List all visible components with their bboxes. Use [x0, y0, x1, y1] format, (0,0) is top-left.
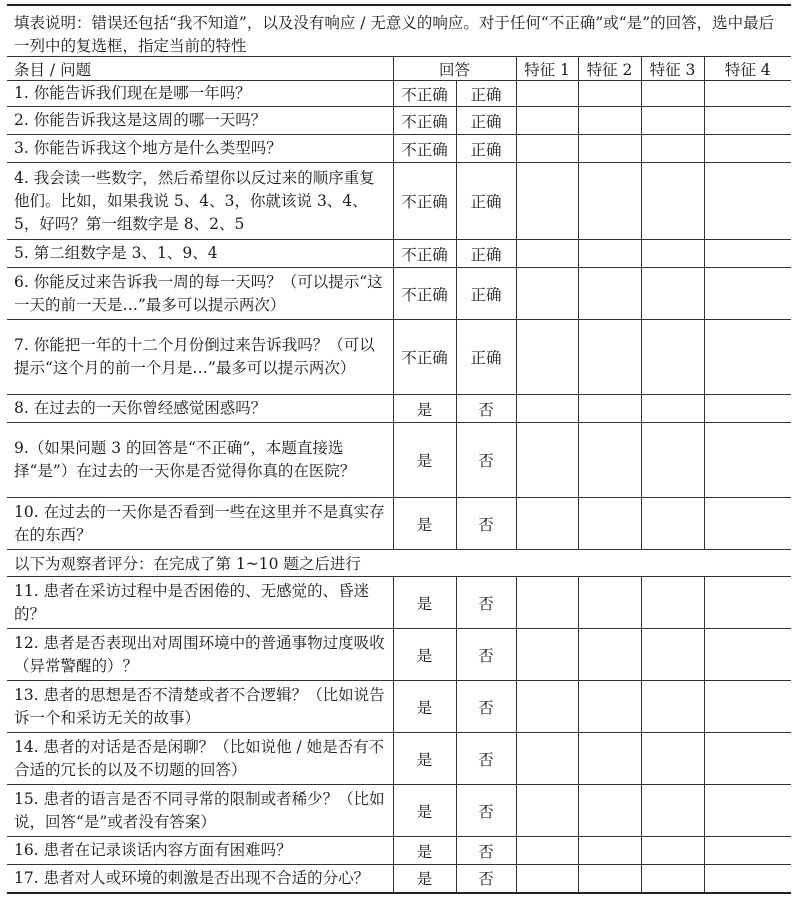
answer-yes[interactable]: 是	[393, 733, 456, 785]
feature-4-checkbox[interactable]	[704, 681, 791, 733]
feature-2-checkbox[interactable]	[578, 395, 641, 423]
feature-2-checkbox[interactable]	[578, 268, 641, 320]
feature-2-checkbox[interactable]	[578, 865, 641, 893]
feature-2-checkbox[interactable]	[578, 577, 641, 629]
feature-3-checkbox[interactable]	[641, 785, 704, 837]
answer-yes[interactable]: 是	[393, 785, 456, 837]
instructions-text: 填表说明：错误还包括“我不知道”，以及没有响应 / 无意义的响应。对于任何“不正确”或“是”的回答，选中最后一列中的复选框，指定当前的特性	[14, 14, 775, 55]
answer-correct[interactable]: 正确	[456, 135, 516, 163]
question-text: 1. 你能告诉我们现在是哪一年吗？	[7, 81, 393, 107]
table-row	[7, 498, 791, 550]
feature-3-checkbox[interactable]	[641, 107, 704, 135]
feature-2-checkbox[interactable]	[578, 320, 641, 395]
feature-1-checkbox[interactable]	[516, 423, 578, 498]
feature-2-checkbox[interactable]	[578, 240, 641, 268]
answer-correct[interactable]: 正确	[456, 240, 516, 268]
answer-yes[interactable]: 是	[393, 865, 456, 893]
table-row	[7, 423, 791, 498]
header-feature-4: 特征 4	[704, 57, 791, 81]
question-text: 7. 你能把一年的十二个月份倒过来告诉我吗？（可以提示“这个月的前一个月是…”最多可以提示两次）	[7, 320, 393, 395]
feature-4-checkbox[interactable]	[704, 163, 791, 240]
question-text: 14. 患者的对话是否是闲聊？（比如说他 / 她是否有不合适的冗长的以及不切题的回答）	[7, 733, 393, 785]
feature-4-checkbox[interactable]	[704, 135, 791, 163]
feature-4-checkbox[interactable]	[704, 395, 791, 423]
feature-1-checkbox[interactable]	[516, 163, 578, 240]
feature-3-checkbox[interactable]	[641, 629, 704, 681]
answer-incorrect[interactable]: 不正确	[393, 163, 456, 240]
question-text: 9.（如果问题 3 的回答是“不正确”，本题直接选择“是”）在过去的一天你是否觉得你真的在医院？	[7, 423, 393, 498]
table-row	[7, 163, 791, 240]
assessment-table	[7, 56, 791, 894]
header-feature-1: 特征 1	[516, 57, 578, 81]
feature-3-checkbox[interactable]	[641, 733, 704, 785]
feature-4-checkbox[interactable]	[704, 865, 791, 893]
feature-2-checkbox[interactable]	[578, 135, 641, 163]
header-feature-2: 特征 2	[578, 57, 641, 81]
feature-3-checkbox[interactable]	[641, 865, 704, 893]
feature-1-checkbox[interactable]	[516, 135, 578, 163]
feature-3-checkbox[interactable]	[641, 395, 704, 423]
question-text: 16. 患者在记录谈话内容方面有困难吗？	[7, 837, 393, 865]
table-row	[7, 107, 791, 135]
feature-3-checkbox[interactable]	[641, 577, 704, 629]
feature-2-checkbox[interactable]	[578, 837, 641, 865]
answer-yes[interactable]: 是	[393, 681, 456, 733]
answer-incorrect[interactable]: 不正确	[393, 107, 456, 135]
question-text: 8. 在过去的一天你曾经感觉困惑吗？	[7, 395, 393, 423]
feature-3-checkbox[interactable]	[641, 423, 704, 498]
feature-2-checkbox[interactable]	[578, 733, 641, 785]
answer-yes[interactable]: 是	[393, 498, 456, 550]
feature-2-checkbox[interactable]	[578, 107, 641, 135]
header-answer: 回答	[393, 57, 516, 81]
feature-4-checkbox[interactable]	[704, 423, 791, 498]
table-row	[7, 785, 791, 837]
question-text: 17. 患者对人或环境的刺激是否出现不合适的分心？	[7, 865, 393, 893]
answer-no[interactable]: 否	[456, 423, 516, 498]
answer-no[interactable]: 否	[456, 865, 516, 893]
answer-no[interactable]: 否	[456, 837, 516, 865]
answer-correct[interactable]: 正确	[456, 107, 516, 135]
answer-correct[interactable]: 正确	[456, 81, 516, 107]
table-row	[7, 865, 791, 893]
table-row	[7, 681, 791, 733]
feature-4-checkbox[interactable]	[704, 107, 791, 135]
section-row	[7, 550, 791, 577]
feature-3-checkbox[interactable]	[641, 81, 704, 107]
table-row	[7, 81, 791, 107]
feature-1-checkbox[interactable]	[516, 865, 578, 893]
answer-incorrect[interactable]: 不正确	[393, 320, 456, 395]
answer-no[interactable]: 否	[456, 785, 516, 837]
feature-2-checkbox[interactable]	[578, 163, 641, 240]
feature-4-checkbox[interactable]	[704, 498, 791, 550]
question-text: 10. 在过去的一天你是否看到一些在这里并不是真实存在的东西？	[7, 498, 393, 550]
question-text: 15. 患者的语言是否不同寻常的限制或者稀少？（比如说，回答“是”或者没有答案）	[7, 785, 393, 837]
feature-4-checkbox[interactable]	[704, 785, 791, 837]
feature-3-checkbox[interactable]	[641, 240, 704, 268]
feature-3-checkbox[interactable]	[641, 681, 704, 733]
feature-4-checkbox[interactable]	[704, 81, 791, 107]
assessment-form	[7, 4, 791, 894]
feature-4-checkbox[interactable]	[704, 733, 791, 785]
feature-2-checkbox[interactable]	[578, 423, 641, 498]
feature-1-checkbox[interactable]	[516, 107, 578, 135]
feature-3-checkbox[interactable]	[641, 135, 704, 163]
feature-1-checkbox[interactable]	[516, 785, 578, 837]
feature-1-checkbox[interactable]	[516, 733, 578, 785]
feature-1-checkbox[interactable]	[516, 577, 578, 629]
question-text: 12. 患者是否表现出对周围环境中的普通事物过度吸收（异常警醒的）？	[7, 629, 393, 681]
answer-incorrect[interactable]: 不正确	[393, 135, 456, 163]
table-row	[7, 837, 791, 865]
feature-3-checkbox[interactable]	[641, 163, 704, 240]
feature-1-checkbox[interactable]	[516, 268, 578, 320]
question-text: 5. 第二组数字是 3、1、9、4	[7, 240, 393, 268]
answer-incorrect[interactable]: 不正确	[393, 81, 456, 107]
feature-4-checkbox[interactable]	[704, 577, 791, 629]
feature-2-checkbox[interactable]	[578, 681, 641, 733]
table-row	[7, 629, 791, 681]
answer-no[interactable]: 否	[456, 395, 516, 423]
feature-1-checkbox[interactable]	[516, 320, 578, 395]
feature-4-checkbox[interactable]	[704, 240, 791, 268]
question-text: 2. 你能告诉我这是这周的哪一天吗？	[7, 107, 393, 135]
feature-1-checkbox[interactable]	[516, 240, 578, 268]
question-text: 3. 你能告诉我这个地方是什么类型吗？	[7, 135, 393, 163]
header-feature-3: 特征 3	[641, 57, 704, 81]
feature-4-checkbox[interactable]	[704, 320, 791, 395]
feature-1-checkbox[interactable]	[516, 681, 578, 733]
answer-correct[interactable]: 正确	[456, 320, 516, 395]
feature-4-checkbox[interactable]	[704, 629, 791, 681]
feature-1-checkbox[interactable]	[516, 629, 578, 681]
answer-no[interactable]: 否	[456, 681, 516, 733]
answer-no[interactable]: 否	[456, 577, 516, 629]
table-row	[7, 240, 791, 268]
question-text: 13. 患者的思想是否不清楚或者不合逻辑？（比如说告诉一个和采访无关的故事）	[7, 681, 393, 733]
answer-correct[interactable]: 正确	[456, 163, 516, 240]
answer-incorrect[interactable]: 不正确	[393, 240, 456, 268]
answer-no[interactable]: 否	[456, 498, 516, 550]
feature-2-checkbox[interactable]	[578, 81, 641, 107]
feature-1-checkbox[interactable]	[516, 81, 578, 107]
feature-4-checkbox[interactable]	[704, 837, 791, 865]
answer-yes[interactable]: 是	[393, 577, 456, 629]
feature-3-checkbox[interactable]	[641, 837, 704, 865]
feature-1-checkbox[interactable]	[516, 498, 578, 550]
table-row	[7, 135, 791, 163]
header-item: 条目 / 问题	[7, 57, 393, 81]
table-row	[7, 577, 791, 629]
feature-3-checkbox[interactable]	[641, 320, 704, 395]
answer-yes[interactable]: 是	[393, 837, 456, 865]
feature-2-checkbox[interactable]	[578, 629, 641, 681]
feature-3-checkbox[interactable]	[641, 498, 704, 550]
table-row	[7, 320, 791, 395]
answer-yes[interactable]: 是	[393, 423, 456, 498]
feature-3-checkbox[interactable]	[641, 268, 704, 320]
answer-incorrect[interactable]: 不正确	[393, 268, 456, 320]
feature-1-checkbox[interactable]	[516, 837, 578, 865]
table-header-row	[7, 57, 791, 81]
table-row	[7, 733, 791, 785]
table-row	[7, 268, 791, 320]
question-text: 11. 患者在采访过程中是否困倦的、无感觉的、昏迷的？	[7, 577, 393, 629]
answer-correct[interactable]: 正确	[456, 268, 516, 320]
table-row	[7, 395, 791, 423]
answer-yes[interactable]: 是	[393, 629, 456, 681]
feature-4-checkbox[interactable]	[704, 268, 791, 320]
feature-2-checkbox[interactable]	[578, 785, 641, 837]
answer-yes[interactable]: 是	[393, 395, 456, 423]
answer-no[interactable]: 否	[456, 733, 516, 785]
answer-no[interactable]: 否	[456, 629, 516, 681]
observer-section-heading: 以下为观察者评分：在完成了第 1~10 题之后进行	[7, 550, 791, 577]
feature-2-checkbox[interactable]	[578, 498, 641, 550]
feature-1-checkbox[interactable]	[516, 395, 578, 423]
question-text: 4. 我会读一些数字，然后希望你以反过来的顺序重复他们。比如，如果我说 5、4、3，你就该说 3、4、5，好吗？第一组数字是 8、2、5	[7, 163, 393, 240]
question-text: 6. 你能反过来告诉我一周的每一天吗？（可以提示“这一天的前一天是…”最多可以提示两次）	[7, 268, 393, 320]
